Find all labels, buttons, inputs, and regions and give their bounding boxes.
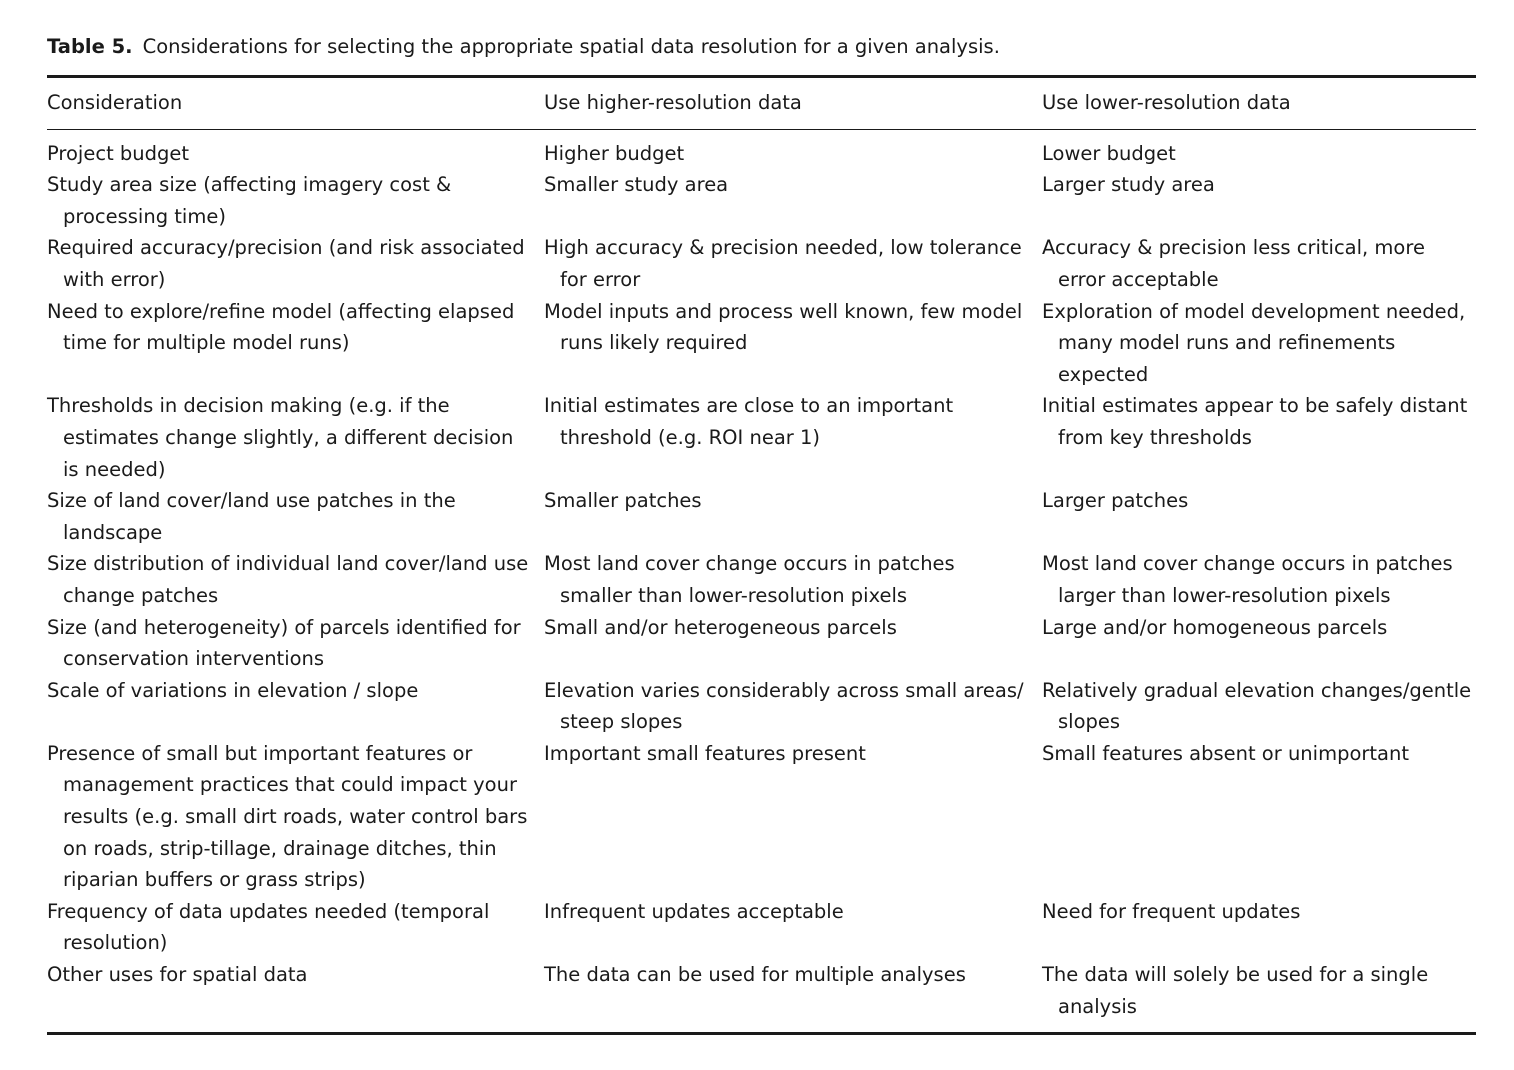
table-row (47, 896, 1476, 959)
higher-resolution-cell: Smaller study area (544, 173, 729, 197)
table-row (47, 612, 1476, 675)
lower-resolution-cell: Most land cover change occurs in patches larger than lower-resolution pixels (1042, 552, 1453, 607)
lower-resolution-cell: Relatively gradual elevation changes/gentle slopes (1042, 678, 1472, 734)
considerations-table (47, 78, 1476, 129)
table-row (47, 169, 1476, 232)
lower-resolution-cell: Lower budget (1042, 141, 1176, 165)
table-row (47, 485, 1476, 548)
consideration-cell: Size of land cover/land use patches in the landscape (47, 489, 456, 544)
higher-resolution-cell: Model inputs and process well known, few model runs likely required (544, 299, 1023, 355)
consideration-cell: Size distribution of individual land cover/land use change patches (47, 552, 529, 607)
considerations-table-body (47, 130, 1476, 1033)
higher-resolution-cell: Small and/or heterogeneous parcels (544, 615, 897, 639)
header-higher-resolution: Use higher-resolution data (544, 91, 802, 114)
consideration-cell: Other uses for spatial data (47, 963, 308, 987)
higher-resolution-cell: Important small features present (544, 741, 866, 765)
lower-resolution-cell: Larger patches (1042, 489, 1189, 513)
lower-resolution-cell: Exploration of model development needed, many model runs and refinements expected (1042, 299, 1466, 386)
consideration-cell: Required accuracy/precision (and risk associated with error) (47, 236, 525, 291)
table-caption-text: Considerations for selecting the appropriate spatial data resolution for a given analysis. (142, 35, 1000, 58)
bottom-rule (47, 1032, 1476, 1035)
higher-resolution-cell: Infrequent updates acceptable (544, 899, 844, 923)
consideration-cell: Thresholds in decision making (e.g. if the estimates change slightly, a different decision is needed) (47, 394, 514, 481)
table-row (47, 959, 1476, 1032)
header-consideration: Consideration (47, 91, 183, 114)
lower-resolution-cell: Accuracy & precision less critical, more error acceptable (1042, 236, 1425, 291)
lower-resolution-cell: Need for frequent updates (1042, 899, 1301, 923)
table-row (47, 548, 1476, 611)
higher-resolution-cell: Most land cover change occurs in patches smaller than lower-resolution pixels (544, 552, 955, 607)
table-row (47, 738, 1476, 896)
higher-resolution-cell: High accuracy & precision needed, low tolerance for error (544, 236, 1022, 291)
lower-resolution-cell: Small features absent or unimportant (1042, 741, 1410, 765)
higher-resolution-cell: The data can be used for multiple analyses (544, 963, 966, 987)
higher-resolution-cell: Elevation varies considerably across small areas/ steep slopes (544, 678, 1024, 734)
lower-resolution-cell: Larger study area (1042, 173, 1215, 197)
consideration-cell: Scale of variations in elevation / slope (47, 678, 419, 702)
table-row (47, 130, 1476, 170)
table-row (47, 232, 1476, 295)
consideration-cell: Need to explore/refine model (affecting elapsed time for multiple model runs) (47, 299, 515, 355)
header-lower-resolution: Use lower-resolution data (1042, 91, 1291, 114)
lower-resolution-cell: Initial estimates appear to be safely distant from key thresholds (1042, 394, 1468, 449)
table-row (47, 296, 1476, 391)
lower-resolution-cell: The data will solely be used for a single analysis (1042, 963, 1429, 1018)
higher-resolution-cell: Smaller patches (544, 489, 702, 513)
table-row (47, 675, 1476, 738)
higher-resolution-cell: Higher budget (544, 141, 685, 165)
table-caption (47, 34, 1476, 60)
consideration-cell: Presence of small but important features or management practices that could impact your results (e.g. small dirt roads, water control bars on roads, strip-tillage, drainage ditches, thin riparian buffers or grass strips) (47, 741, 528, 892)
table-caption-label: Table 5. (47, 35, 133, 58)
consideration-cell: Project budget (47, 141, 190, 165)
consideration-cell: Study area size (affecting imagery cost & processing time) (47, 173, 452, 228)
higher-resolution-cell: Initial estimates are close to an important threshold (e.g. ROI near 1) (544, 394, 954, 449)
header-row (47, 78, 1476, 129)
table-row (47, 390, 1476, 485)
lower-resolution-cell: Large and/or homogeneous parcels (1042, 615, 1388, 639)
consideration-cell: Frequency of data updates needed (temporal resolution) (47, 899, 490, 955)
consideration-cell: Size (and heterogeneity) of parcels identified for conservation interventions (47, 615, 521, 671)
table-container (47, 34, 1476, 1035)
